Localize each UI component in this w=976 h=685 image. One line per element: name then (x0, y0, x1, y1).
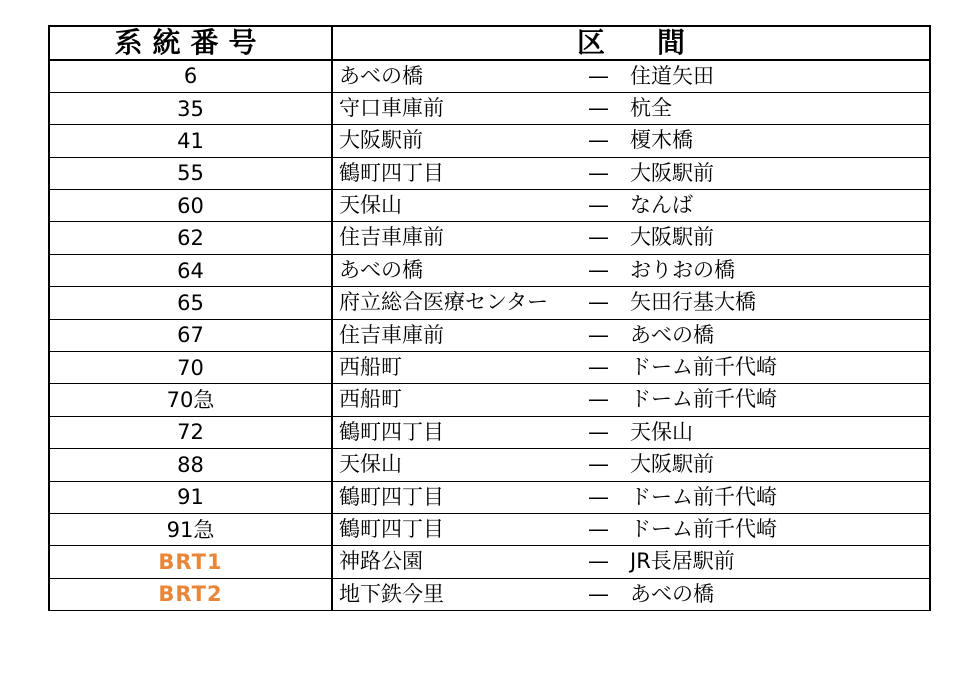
table-row (49, 384, 930, 416)
route-from: 住吉車庫前 (339, 322, 444, 347)
route-number: 55 (49, 157, 332, 189)
route-number: 70 (49, 352, 332, 384)
table-row (49, 352, 930, 384)
route-section (332, 578, 930, 610)
table-row (49, 449, 930, 481)
route-dash: — (588, 355, 609, 380)
route-section (332, 190, 930, 222)
route-to: ドーム前千代崎 (630, 355, 777, 380)
table-row (49, 513, 930, 545)
route-dash: — (588, 419, 609, 444)
route-to: 矢田行基大橋 (630, 290, 756, 315)
route-dash: — (588, 452, 609, 477)
route-to: なんば (630, 193, 693, 218)
route-to: JR長居駅前 (630, 549, 735, 574)
route-dash: — (588, 193, 609, 218)
route-dash: — (588, 95, 609, 120)
route-number: 72 (49, 416, 332, 448)
table-row (49, 60, 930, 92)
table-row (49, 287, 930, 319)
route-section (332, 222, 930, 254)
route-from: 大阪駅前 (339, 128, 423, 153)
route-dash: — (588, 290, 609, 315)
route-from: 住吉車庫前 (339, 225, 444, 250)
route-to: 大阪駅前 (630, 225, 714, 250)
table-body (49, 60, 930, 611)
route-to: 榎木橋 (630, 128, 693, 153)
route-number: 64 (49, 254, 332, 286)
route-to: 住道矢田 (630, 64, 714, 88)
table-row (49, 578, 930, 610)
table-row (49, 222, 930, 254)
table-row (49, 125, 930, 157)
route-dash: — (588, 484, 609, 509)
route-section (332, 157, 930, 189)
route-number-brt: BRT1 (49, 546, 332, 578)
route-section (332, 416, 930, 448)
table-row (49, 92, 930, 124)
route-section (332, 319, 930, 351)
route-dash: — (588, 257, 609, 282)
route-number: 35 (49, 92, 332, 124)
route-number: 60 (49, 190, 332, 222)
route-from: 守口車庫前 (339, 95, 444, 120)
route-from: 地下鉄今里 (339, 581, 444, 606)
route-section (332, 352, 930, 384)
route-from: あべの橋 (339, 64, 423, 88)
route-from: 鶴町四丁目 (339, 484, 444, 509)
route-number: 62 (49, 222, 332, 254)
route-number: 70急 (49, 384, 332, 416)
route-section (332, 254, 930, 286)
route-number: 67 (49, 319, 332, 351)
table-row (49, 254, 930, 286)
route-from: 天保山 (339, 452, 402, 477)
route-number: 6 (49, 60, 332, 92)
route-to: あべの橋 (630, 322, 714, 347)
route-from: 神路公園 (339, 549, 423, 574)
route-to: あべの橋 (630, 581, 714, 606)
route-to: ドーム前千代崎 (630, 387, 777, 412)
header-section-label: 区間 (576, 26, 737, 59)
route-section (332, 546, 930, 578)
route-from: 鶴町四丁目 (339, 419, 444, 444)
table-row (49, 319, 930, 351)
route-section (332, 125, 930, 157)
route-dash: — (588, 64, 609, 88)
route-from: 鶴町四丁目 (339, 516, 444, 541)
route-section (332, 449, 930, 481)
route-to: ドーム前千代崎 (630, 484, 777, 509)
route-table (48, 25, 931, 611)
route-dash: — (588, 160, 609, 185)
route-number: 91急 (49, 513, 332, 545)
route-from: あべの橋 (339, 257, 423, 282)
route-dash: — (588, 387, 609, 412)
table-row (49, 481, 930, 513)
header-row (49, 26, 930, 60)
route-section (332, 92, 930, 124)
route-section (332, 384, 930, 416)
route-section (332, 287, 930, 319)
route-dash: — (588, 322, 609, 347)
header-route-number-label: 系統番号 (114, 26, 267, 59)
route-to: 大阪駅前 (630, 452, 714, 477)
route-number: 41 (49, 125, 332, 157)
route-dash: — (588, 549, 609, 574)
route-section (332, 481, 930, 513)
route-dash: — (588, 225, 609, 250)
route-to: 天保山 (630, 419, 693, 444)
table-row (49, 157, 930, 189)
header-route-number (49, 26, 332, 60)
table-row (49, 546, 930, 578)
route-from: 西船町 (339, 387, 402, 412)
route-dash: — (588, 581, 609, 606)
route-to: ドーム前千代崎 (630, 516, 777, 541)
route-to: おりおの橋 (630, 257, 735, 282)
route-from: 天保山 (339, 193, 402, 218)
route-section (332, 513, 930, 545)
header-section (332, 26, 930, 60)
table-row (49, 416, 930, 448)
route-number: 91 (49, 481, 332, 513)
route-from: 西船町 (339, 355, 402, 380)
table-row (49, 190, 930, 222)
table-header (49, 26, 930, 60)
route-dash: — (588, 516, 609, 541)
route-number: 88 (49, 449, 332, 481)
route-dash: — (588, 128, 609, 153)
route-section (332, 60, 930, 92)
route-to: 杭全 (630, 95, 672, 120)
route-number: 65 (49, 287, 332, 319)
route-from: 府立総合医療センター (339, 290, 549, 315)
route-from: 鶴町四丁目 (339, 160, 444, 185)
route-number-brt: BRT2 (49, 578, 332, 610)
route-to: 大阪駅前 (630, 160, 714, 185)
